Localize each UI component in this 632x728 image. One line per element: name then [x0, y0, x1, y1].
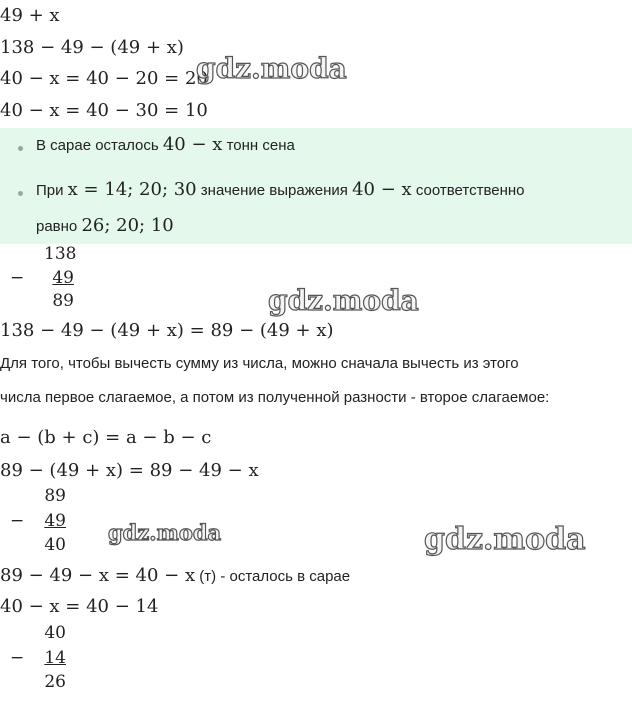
minuend: 138 — [44, 244, 77, 264]
rule-text-line-2: числа первое слагаемое, а потом из полученной разности - второе слагаемое: — [0, 389, 550, 406]
watermark-1: gdz.moda — [196, 52, 347, 85]
expression-line-7: 89 − (49 + x) = 89 − 49 − x — [0, 460, 259, 481]
watermark-3: gdz.moda — [108, 520, 222, 545]
expression-line-4: 40 − x = 40 − 30 = 10 — [0, 100, 208, 121]
difference: 89 — [52, 291, 74, 311]
expression-line-5: 138 − 49 − (49 + x) = 89 − (49 + x) — [0, 320, 334, 341]
expression-line-3: 40 − x = 40 − 20 = 20 — [0, 68, 208, 89]
expression-line-2: 138 − 49 − (49 + x) — [0, 37, 184, 58]
watermark-2: gdz.moda — [268, 284, 419, 317]
minus-sign: − — [10, 511, 25, 531]
bullet-dot-1 — [18, 146, 23, 151]
answer-bullet-2: При x = 14; 20; 30 значение выражения 40 − x соответственно — [36, 179, 525, 200]
minus-sign: − — [10, 268, 25, 288]
subtrahend: 14 — [44, 648, 66, 668]
answer-bullet-1: В сарае осталось 40 − x тонн сена — [36, 134, 295, 155]
minuend: 40 — [44, 623, 66, 643]
rule-text-line-1: Для того, чтобы вычесть сумму из числа, можно сначала вычесть из этого — [0, 355, 519, 372]
minus-sign: − — [10, 648, 25, 668]
watermark-4: gdz.moda — [424, 522, 586, 557]
bullet-dot-2 — [18, 191, 23, 196]
expression-line-6: a − (b + c) = a − b − c — [0, 427, 212, 448]
expression-line-9: 40 − x = 40 − 14 — [0, 596, 159, 617]
subtrahend: 49 — [44, 511, 66, 531]
answer-bullet-2-cont: равно 26; 20; 10 — [36, 215, 174, 236]
difference: 26 — [44, 672, 66, 692]
expression-line-8: 89 − 49 − x = 40 − x (т) - осталось в сарае — [0, 565, 351, 586]
subtrahend: 49 — [52, 268, 74, 288]
expression-line-1: 49 + x — [0, 5, 60, 26]
minuend: 89 — [44, 486, 66, 506]
difference: 40 — [44, 535, 66, 555]
